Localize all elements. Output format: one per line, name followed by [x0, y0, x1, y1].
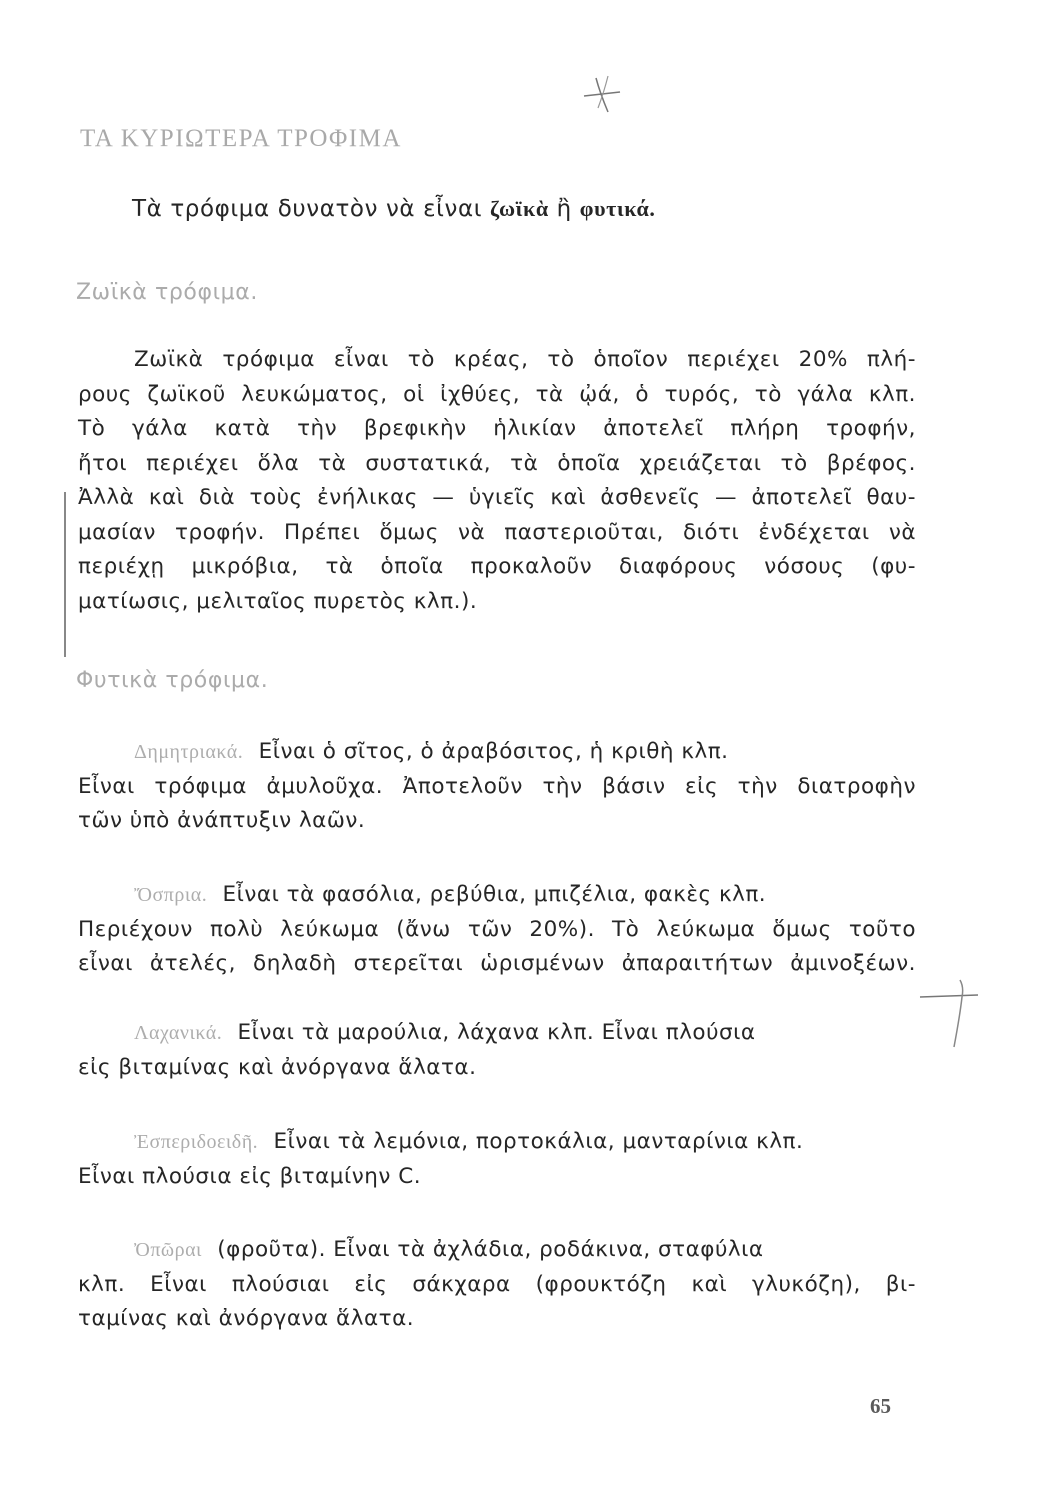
- cereals-label: Δημητριακά.: [134, 741, 244, 763]
- intro-or: ἢ: [556, 196, 572, 222]
- legumes-label: Ὄσπρια.: [134, 884, 208, 906]
- paragraph-line: [78, 878, 916, 913]
- paragraph-line: Τὸ γάλα κατὰ τὴν βρεφικὴν ἡλικίαν ἀποτελεῖ πλήρη τροφήν,: [78, 416, 916, 441]
- citrus-paragraph: [78, 1125, 916, 1194]
- pencil-cross-mark-right: [912, 975, 982, 1055]
- pencil-cross-mark-top: [578, 68, 628, 118]
- paragraph-line: Ζωϊκὰ τρόφιμα εἶναι τὸ κρέας, τὸ ὁποῖον περιέχει 20% πλή-: [134, 347, 916, 372]
- intro-text: Τὰ τρόφιμα δυνατὸν νὰ εἶναι: [132, 196, 483, 222]
- page-number: 65: [870, 1394, 891, 1418]
- paragraph-line: Εἶναι τρόφιμα ἀμυλοῦχα. Ἀποτελοῦν τὴν βάσιν εἰς τὴν διατροφὴν: [78, 773, 916, 799]
- fruits-paragraph: [78, 1233, 916, 1337]
- intro-bold-animal: ζωϊκὰ: [490, 196, 549, 221]
- animal-foods-heading: Ζωϊκὰ τρόφιμα.: [76, 280, 258, 305]
- paragraph-text: Εἶναι ὁ σῖτος, ὁ ἀραβόσιτος, ἡ κριθὴ κλπ.: [258, 739, 729, 764]
- plant-foods-heading: Φυτικὰ τρόφιμα.: [76, 668, 269, 693]
- paragraph-line: ματίωσις, μελιταῖος πυρετὸς κλπ.).: [78, 588, 478, 614]
- paragraph-text: Εἶναι τὰ λεμόνια, πορτοκάλια, μανταρίνια κλπ.: [273, 1129, 804, 1154]
- paragraph-line: [78, 735, 916, 770]
- paragraph-line: εἶναι ἀτελές, δηλαδὴ στερεῖται ὡρισμένων ἀπαραιτήτων ἀμινοξέων.: [78, 951, 916, 976]
- paragraph-line: μασίαν τροφήν. Πρέπει ὅμως νὰ παστεριοῦται, διότι ἐνδέχεται νὰ: [78, 519, 916, 545]
- paragraph-line: κλπ. Εἶναι πλούσιαι εἰς σάκχαρα (φρουκτόζη καὶ γλυκόζη), βι-: [78, 1271, 916, 1297]
- fruits-label: Ὀπῶραι: [134, 1239, 202, 1261]
- citrus-label: Ἐσπεριδοειδῆ.: [134, 1131, 259, 1153]
- legumes-paragraph: [78, 878, 916, 982]
- paragraph-text: (φροῦτα). Εἶναι τὰ ἀχλάδια, ροδάκινα, σταφύλια: [217, 1237, 764, 1262]
- paragraph-text: Εἶναι τὰ μαρούλια, λάχανα κλπ. Εἶναι πλούσια: [237, 1020, 756, 1045]
- paragraph-line: περιέχῃ μικρόβια, τὰ ὁποῖα προκαλοῦν διαφόρους νόσους (φυ-: [78, 554, 916, 579]
- paragraph-line: ἤτοι περιέχει ὅλα τὰ συστατικά, τὰ ὁποῖα χρειάζεται τὸ βρέφος.: [78, 450, 916, 476]
- paragraph-line: ταμίνας καὶ ἀνόργανα ἅλατα.: [78, 1306, 415, 1331]
- pencil-margin-line: [64, 492, 66, 657]
- paragraph-line: [78, 1125, 916, 1160]
- paragraph-line: [78, 1016, 916, 1051]
- vegetables-label: Λαχανικά.: [134, 1022, 223, 1044]
- page-title: ΤΑ ΚΥΡΙΩΤΕΡΑ ΤΡΟΦΙΜΑ: [80, 125, 402, 152]
- paragraph-line: Περιέχουν πολὺ λεύκωμα (ἄνω τῶν 20%). Τὸ λεύκωμα ὅμως τοῦτο: [78, 916, 916, 942]
- paragraph-line: εἰς βιταμίνας καὶ ἀνόργανα ἅλατα.: [78, 1054, 477, 1080]
- paragraph-line: Ἀλλὰ καὶ διὰ τοὺς ἐνήλικας — ὑγιεῖς καὶ ἀσθενεῖς — ἀποτελεῖ θαυ-: [78, 485, 916, 510]
- cereals-paragraph: [78, 735, 916, 839]
- paragraph-line: ρους ζωϊκοῦ λευκώματος, οἱ ἰχθύες, τὰ ᾠά, ὁ τυρός, τὸ γάλα κλπ.: [78, 381, 916, 407]
- vegetables-paragraph: [78, 1016, 916, 1085]
- paragraph-line: [78, 1233, 916, 1268]
- paragraph-line: τῶν ὑπὸ ἀνάπτυξιν λαῶν.: [78, 808, 366, 833]
- intro-sentence: [132, 196, 655, 222]
- paragraph-text: Εἶναι τὰ φασόλια, ρεβύθια, μπιζέλια, φακὲς κλπ.: [222, 882, 767, 907]
- paragraph-line: Εἶναι πλούσια εἰς βιταμίνην C.: [78, 1163, 422, 1189]
- animal-foods-paragraph: [78, 343, 916, 619]
- intro-bold-plant: φυτικά.: [579, 196, 656, 221]
